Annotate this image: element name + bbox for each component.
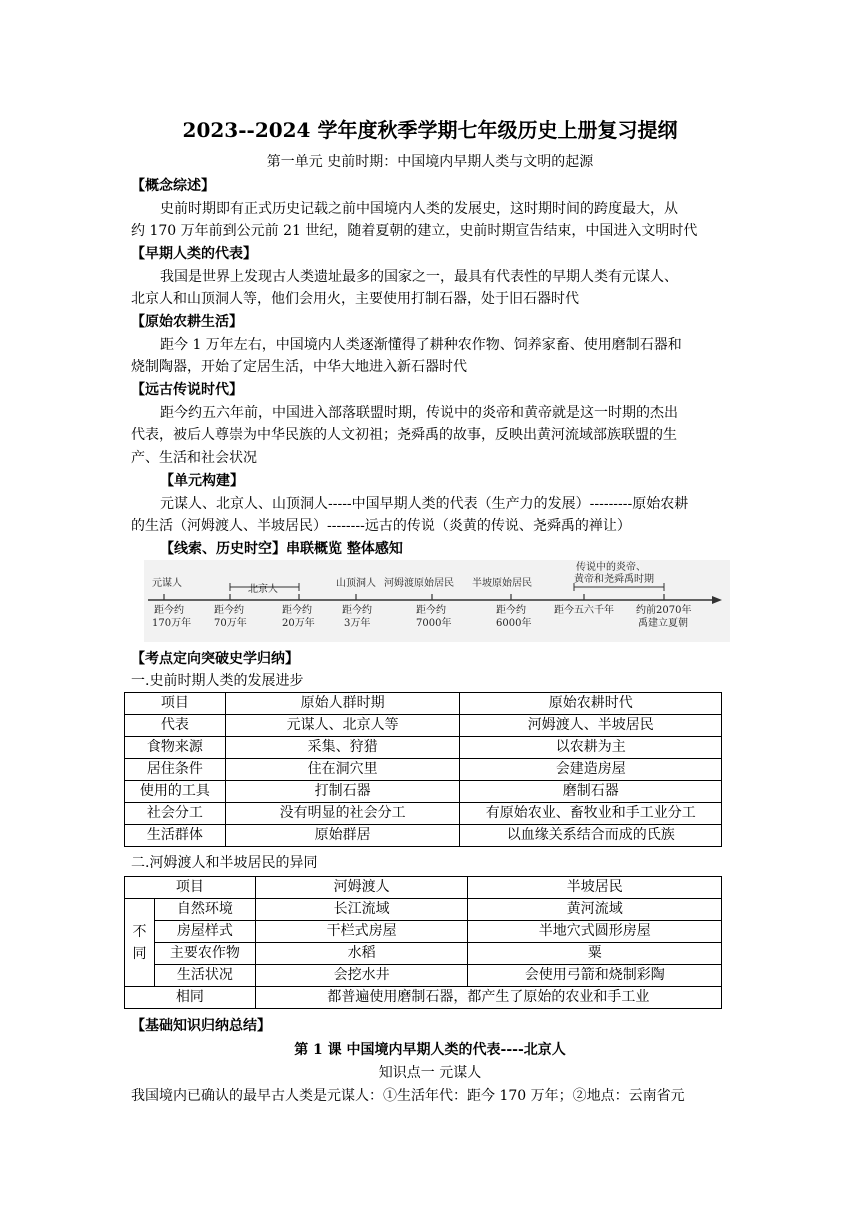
table-cell: 磨制石器 xyxy=(460,781,722,803)
table-cell: 河姆渡人 xyxy=(255,877,468,899)
table-cell: 自然环境 xyxy=(154,899,255,921)
tl-bottom-7a: 距今五六千年 xyxy=(554,605,614,616)
tl-top-shandingdong: 山顶洞人 xyxy=(336,578,376,589)
table-row xyxy=(125,877,722,899)
table-cell: 原始人群时期 xyxy=(225,693,460,715)
tl-bottom-3a: 距今约 xyxy=(282,605,312,616)
table-cell: 原始农耕时代 xyxy=(460,693,722,715)
early-header: 【早期人类的代表】 xyxy=(131,246,257,262)
table-cell: 长江流域 xyxy=(255,899,468,921)
table-cell: 粟 xyxy=(468,943,722,965)
farming-text-2: 烧制陶器，开始了定居生活，中华大地进入新石器时代 xyxy=(131,359,467,375)
early-text-2: 北京人和山顶洞人等，他们会用火，主要使用打制石器，处于旧石器时代 xyxy=(131,291,579,307)
timeline-graphic xyxy=(144,560,730,642)
table-cell: 房屋样式 xyxy=(154,921,255,943)
table-cell: 没有明显的社会分工 xyxy=(225,803,460,825)
table-cell: 住在洞穴里 xyxy=(225,759,460,781)
point1-text: 我国境内已确认的最早古人类是元谋人：①生活年代：距今 170 万年；②地点：云南省元 xyxy=(131,1088,685,1104)
table-row xyxy=(125,825,722,847)
table-row xyxy=(125,715,722,737)
table-cell: 打制石器 xyxy=(225,781,460,803)
tl-bottom-5a: 距今约 xyxy=(416,605,446,616)
table-cell: 以农耕为主 xyxy=(460,737,722,759)
tl-bottom-2b: 70万年 xyxy=(214,618,247,629)
tl-bottom-5b: 7000年 xyxy=(416,618,452,629)
table-cell: 会建造房屋 xyxy=(460,759,722,781)
table-cell: 以血缘关系结合而成的氏族 xyxy=(460,825,722,847)
table-cell: 会挖水井 xyxy=(255,965,468,987)
tl-top-beijing: 北京人 xyxy=(248,584,278,595)
exam-header: 【考点定向突破史学归纳】 xyxy=(131,651,299,667)
tl-bottom-8a: 约前2070年 xyxy=(636,605,692,616)
diff-label-2: 同 xyxy=(132,945,147,962)
table-cell: 黄河流域 xyxy=(468,899,722,921)
tl-bottom-4a: 距今约 xyxy=(342,605,372,616)
build-text-1: 元谋人、北京人、山顶洞人-----中国早期人类的代表（生产力的发展）---------原始农耕 xyxy=(160,496,689,512)
tl-top-yuanmou: 元谋人 xyxy=(152,578,182,589)
development-table xyxy=(124,692,722,847)
comparison-table xyxy=(124,876,722,1009)
table-cell: 相同 xyxy=(125,987,256,1009)
table-cell: 代表 xyxy=(125,715,226,737)
tl-top-banpo: 半坡原始居民 xyxy=(472,578,532,589)
table-cell: 都普遍使用磨制石器，都产生了原始的农业和手工业 xyxy=(255,987,721,1009)
table-cell: 居住条件 xyxy=(125,759,226,781)
unit-title: 第一单元 史前时期：中国境内早期人类与文明的起源 xyxy=(266,154,594,170)
table-cell: 食物来源 xyxy=(125,737,226,759)
table-cell: 社会分工 xyxy=(125,803,226,825)
table-cell: 元谋人、北京人等 xyxy=(225,715,460,737)
table1-title: 一.史前时期人类的发展进步 xyxy=(131,673,304,689)
table-row xyxy=(125,943,722,965)
legend-text-3: 产、生活和社会状况 xyxy=(131,450,257,466)
tl-top-hemudu: 河姆渡原始居民 xyxy=(384,578,454,589)
legend-text-1: 距今约五六年前，中国进入部落联盟时期，传说中的炎帝和黄帝就是这一时期的杰出 xyxy=(160,405,678,421)
diff-label-1: 不 xyxy=(132,923,147,940)
timeline-arrow-icon xyxy=(712,596,722,604)
table-cell: 水稻 xyxy=(255,943,468,965)
clue-header: 【线索、历史时空】串联概览 整体感知 xyxy=(160,541,403,557)
table-cell: 主要农作物 xyxy=(154,943,255,965)
table-cell: 原始群居 xyxy=(225,825,460,847)
table-row xyxy=(125,781,722,803)
concept-header: 【概念综述】 xyxy=(131,178,215,194)
table-cell: 项目 xyxy=(125,877,256,899)
table-row xyxy=(125,965,722,987)
tl-top-legend-2: 黄帝和尧舜禹时期 xyxy=(574,574,654,585)
table-row xyxy=(125,921,722,943)
lesson1-title: 第 1 课 中国境内早期人类的代表----北京人 xyxy=(294,1042,566,1058)
tl-bottom-3b: 20万年 xyxy=(282,618,315,629)
concept-text-2: 约 170 万年前到公元前 21 世纪，随着夏朝的建立，史前时期宣告结束，中国进入文明时代 xyxy=(131,223,698,239)
document-title: 2023--2024 学年度秋季学期七年级历史上册复习提纲 xyxy=(182,118,678,142)
farming-text-1: 距今 1 万年左右，中国境内人类逐渐懂得了耕种农作物、饲养家畜、使用磨制石器和 xyxy=(160,337,682,353)
tl-bottom-8b: 禹建立夏朝 xyxy=(638,618,688,629)
table-cell: 采集、狩猎 xyxy=(225,737,460,759)
early-text-1: 我国是世界上发现古人类遗址最多的国家之一，最具有代表性的早期人类有元谋人、 xyxy=(160,269,678,285)
table-row xyxy=(125,803,722,825)
legend-header: 【远古传说时代】 xyxy=(131,382,243,398)
build-text-2: 的生活（河姆渡人、半坡居民）--------远古的传说（炎黄的传说、尧舜禹的禅让） xyxy=(131,518,631,534)
table-cell: 半地穴式圆形房屋 xyxy=(468,921,722,943)
tl-bottom-1b: 170万年 xyxy=(152,618,192,629)
table-cell: 有原始农业、畜牧业和手工业分工 xyxy=(460,803,722,825)
table-cell: 会使用弓箭和烧制彩陶 xyxy=(468,965,722,987)
table-row xyxy=(125,759,722,781)
concept-text-1: 史前时期即有正式历史记载之前中国境内人类的发展史，这时期时间的跨度最大，从 xyxy=(160,201,678,217)
table-cell: 河姆渡人、半坡居民 xyxy=(460,715,722,737)
tl-top-legend-1: 传说中的炎帝、 xyxy=(576,562,646,573)
table-cell: 半坡居民 xyxy=(468,877,722,899)
table-cell: 生活群体 xyxy=(125,825,226,847)
basic-header: 【基础知识归纳总结】 xyxy=(131,1018,271,1034)
table2-title: 二.河姆渡人和半坡居民的异同 xyxy=(131,855,318,871)
build-header: 【单元构建】 xyxy=(160,473,244,489)
diff-label-cell xyxy=(125,899,155,987)
table-cell: 干栏式房屋 xyxy=(255,921,468,943)
table-row xyxy=(125,899,722,921)
table-cell: 项目 xyxy=(125,693,226,715)
legend-text-2: 代表，被后人尊崇为中华民族的人文初祖；尧舜禹的故事，反映出黄河流域部族联盟的生 xyxy=(131,427,677,443)
history-timeline xyxy=(144,560,730,642)
tl-bottom-6a: 距今约 xyxy=(496,605,526,616)
table-row xyxy=(125,987,722,1009)
table-row xyxy=(125,693,722,715)
table-row xyxy=(125,737,722,759)
farming-header: 【原始农耕生活】 xyxy=(131,314,243,330)
tl-bottom-1a: 距今约 xyxy=(154,605,184,616)
tl-bottom-2a: 距今约 xyxy=(214,605,244,616)
point1-title: 知识点一 元谋人 xyxy=(378,1065,482,1081)
table-cell: 生活状况 xyxy=(154,965,255,987)
tl-bottom-6b: 6000年 xyxy=(496,618,532,629)
table-cell: 使用的工具 xyxy=(125,781,226,803)
tl-bottom-4b: 3万年 xyxy=(344,618,371,629)
